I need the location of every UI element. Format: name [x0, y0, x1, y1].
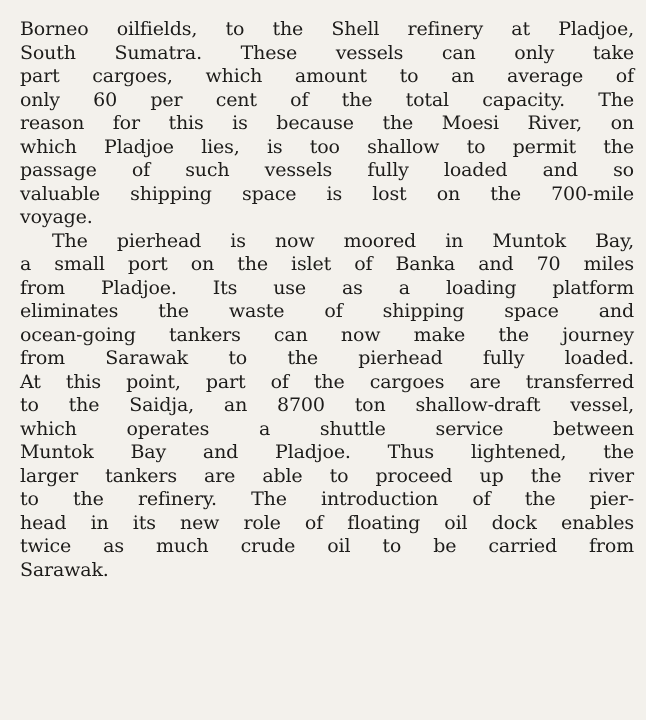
- text-line: only 60 per cent of the total capacity. The: [20, 88, 634, 111]
- text-line: larger tankers are able to proceed up the river: [20, 464, 634, 487]
- text-line: from Sarawak to the pierhead fully loaded.: [20, 347, 634, 369]
- text-line: voyage.: [20, 206, 93, 228]
- text-line: from Pladjoe. Its use as a loading platform: [20, 276, 634, 299]
- text-line: part cargoes, which amount to an average of: [20, 65, 634, 87]
- text-line: which Pladjoe lies, is too shallow to permit the: [20, 135, 634, 158]
- text-line: which operates a shuttle service between: [20, 417, 634, 440]
- text-line: head in its new role of floating oil dock enables: [20, 511, 634, 534]
- text-line: South Sumatra. These vessels can only take: [20, 41, 634, 64]
- text-line: ocean-going tankers can now make the journey: [20, 323, 635, 346]
- paragraph: [20, 230, 634, 583]
- text-line: Borneo oilfields, to the Shell refinery at Pladjoe,: [20, 18, 634, 40]
- paragraph: [20, 18, 634, 230]
- text-line: passage of such vessels fully loaded and so: [20, 159, 634, 181]
- text-line: to the Saidja, an 8700 ton shallow-draft vessel,: [20, 394, 635, 416]
- text-line: reason for this is because the Moesi River, on: [20, 112, 635, 134]
- article-body: [20, 18, 634, 582]
- text-line: The pierhead is now moored in Muntok Bay,: [52, 229, 635, 252]
- text-line: a small port on the islet of Banka and 70 miles: [20, 253, 635, 275]
- text-line: At this point, part of the cargoes are transferred: [20, 370, 635, 393]
- text-line: valuable shipping space is lost on the 700-mile: [20, 182, 634, 205]
- text-line: Sarawak.: [20, 558, 109, 581]
- text-line: Muntok Bay and Pladjoe. Thus lightened, the: [20, 441, 634, 463]
- text-line: eliminates the waste of shipping space and: [20, 300, 634, 322]
- text-line: to the refinery. The introduction of the pier-: [20, 488, 634, 510]
- text-line: twice as much crude oil to be carried from: [20, 535, 634, 557]
